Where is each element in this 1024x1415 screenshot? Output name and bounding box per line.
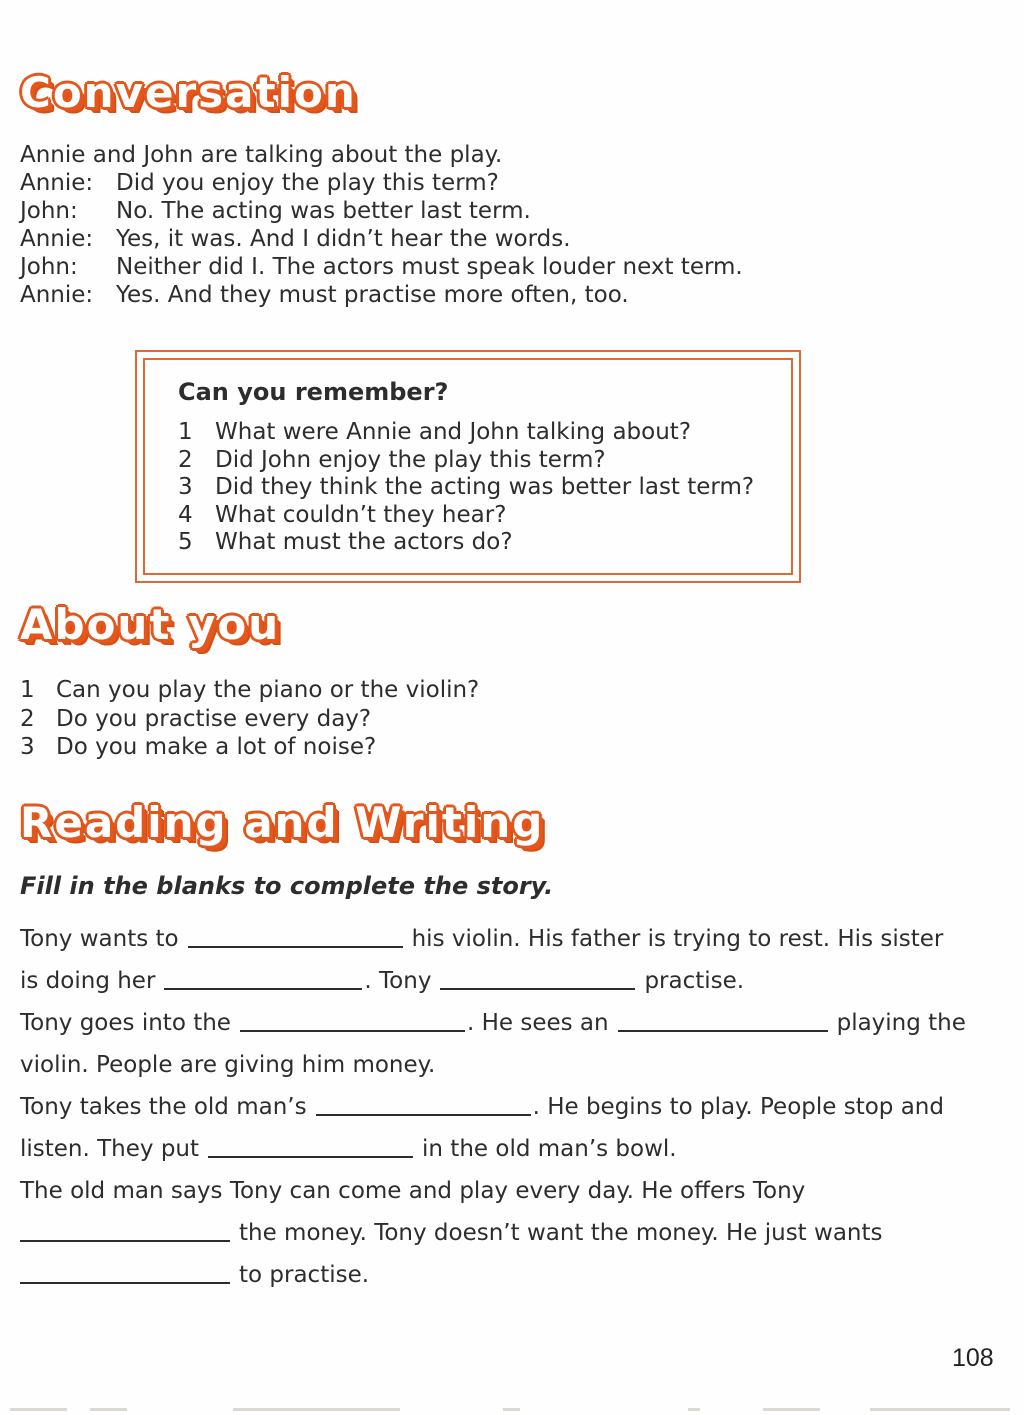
dialogue-line: [20, 281, 1010, 309]
speech-text: Neither did I. The actors must speak louder next term.: [116, 254, 743, 280]
remember-question: [178, 474, 765, 502]
dialogue-intro: Annie and John are talking about the play.: [20, 142, 503, 168]
scan-edge-artifact: [10, 1408, 67, 1411]
about-you-questions: [20, 676, 1010, 762]
story-text: the money. Tony doesn’t want the money. He just wants: [239, 1220, 883, 1246]
speech-text: Yes, it was. And I didn’t hear the words.: [116, 226, 571, 252]
story-text: Tony takes the old man’s: [20, 1094, 307, 1120]
conversation-heading: Conversation: [20, 68, 357, 117]
exercise-instruction: Fill in the blanks to complete the story.: [20, 872, 554, 900]
fill-blank: [440, 987, 635, 990]
story-text: . He begins to play. People stop and: [532, 1094, 944, 1120]
conversation-dialogue: [20, 141, 1010, 309]
story-line: [20, 1212, 1015, 1254]
question-text: Did John enjoy the play this term?: [215, 446, 606, 473]
story-line: [20, 1002, 1015, 1044]
about-question: [20, 733, 1010, 762]
question-text: Did they think the acting was better last term?: [215, 474, 755, 500]
fill-blank: [20, 1239, 230, 1242]
speech-text: No. The acting was better last term.: [116, 198, 531, 224]
can-you-remember-box: [135, 350, 801, 583]
story-text: his violin. His father is trying to rest. His sister: [411, 926, 944, 952]
about-you-heading: About you: [20, 600, 281, 649]
dialogue-line: [20, 225, 1010, 253]
story-text: Tony goes into the: [20, 1010, 231, 1036]
fill-blank: [240, 1029, 465, 1032]
about-question: [20, 705, 1010, 734]
question-text: What couldn’t they hear?: [215, 501, 507, 528]
reading-writing-heading: Reading and Writing: [20, 798, 545, 847]
story-line: [20, 960, 1015, 1002]
remember-question: [178, 502, 765, 530]
fill-blank: [188, 945, 403, 948]
question-number: 2: [20, 705, 35, 732]
story-text: in the old man’s bowl.: [422, 1136, 677, 1162]
speaker-label: Annie:: [20, 282, 94, 308]
story-text: Tony wants to: [20, 926, 179, 952]
remember-question: [178, 447, 765, 475]
page-number: 108: [952, 1344, 994, 1372]
question-text: What were Annie and John talking about?: [215, 419, 692, 445]
story-text: practise.: [644, 968, 745, 994]
question-text: Do you make a lot of noise?: [56, 734, 377, 760]
question-text: Can you play the piano or the violin?: [56, 677, 480, 703]
question-number: 3: [178, 474, 193, 500]
fill-blank: [208, 1155, 413, 1158]
question-number: 5: [178, 529, 193, 555]
story-line: [20, 1086, 1015, 1128]
story-text: . Tony: [364, 968, 432, 994]
speech-text: Yes. And they must practise more often, too.: [116, 282, 629, 308]
dialogue-line: [20, 197, 1010, 225]
story-text: is doing her: [20, 968, 156, 994]
fill-blank: [618, 1029, 828, 1032]
story-text: playing the: [836, 1010, 966, 1036]
speech-text: Did you enjoy the play this term?: [116, 170, 499, 196]
story-text: The old man says Tony can come and play every day. He offers Tony: [20, 1178, 806, 1204]
story-text: listen. They put: [20, 1136, 200, 1162]
remember-question: [178, 529, 765, 557]
scan-edge-artifact: [870, 1408, 1010, 1411]
question-number: 1: [20, 677, 35, 703]
fill-blank: [164, 987, 362, 990]
story-line: [20, 1170, 1015, 1212]
scan-edge-artifact: [503, 1408, 520, 1411]
fill-in-story: [20, 918, 1015, 1296]
question-number: 3: [20, 734, 35, 760]
question-number: 4: [178, 501, 193, 528]
remember-box-title: Can you remember?: [178, 378, 449, 406]
fill-blank: [316, 1113, 531, 1116]
story-text: violin. People are giving him money.: [20, 1052, 436, 1078]
about-question: [20, 676, 1010, 705]
story-line: [20, 918, 1015, 960]
question-text: What must the actors do?: [215, 529, 513, 555]
story-line: [20, 1254, 1015, 1296]
story-line: [20, 1044, 1015, 1086]
scan-edge-artifact: [763, 1408, 820, 1411]
speaker-label: Annie:: [20, 226, 94, 252]
question-number: 1: [178, 419, 193, 445]
story-text: to practise.: [239, 1262, 370, 1288]
dialogue-line: [20, 169, 1010, 197]
question-number: 2: [178, 446, 193, 473]
can-you-remember-inner-border: [143, 358, 793, 575]
scan-edge-artifact: [688, 1408, 700, 1411]
remember-question: [178, 419, 765, 447]
question-text: Do you practise every day?: [56, 705, 372, 732]
scan-edge-artifact: [233, 1408, 400, 1411]
dialogue-line: [20, 253, 1010, 281]
story-text: . He sees an: [466, 1010, 609, 1036]
speaker-label: John:: [20, 198, 78, 224]
story-line: [20, 1128, 1015, 1170]
fill-blank: [20, 1281, 230, 1284]
speaker-label: Annie:: [20, 170, 94, 196]
speaker-label: John:: [20, 254, 78, 280]
scan-edge-artifact: [90, 1408, 127, 1411]
